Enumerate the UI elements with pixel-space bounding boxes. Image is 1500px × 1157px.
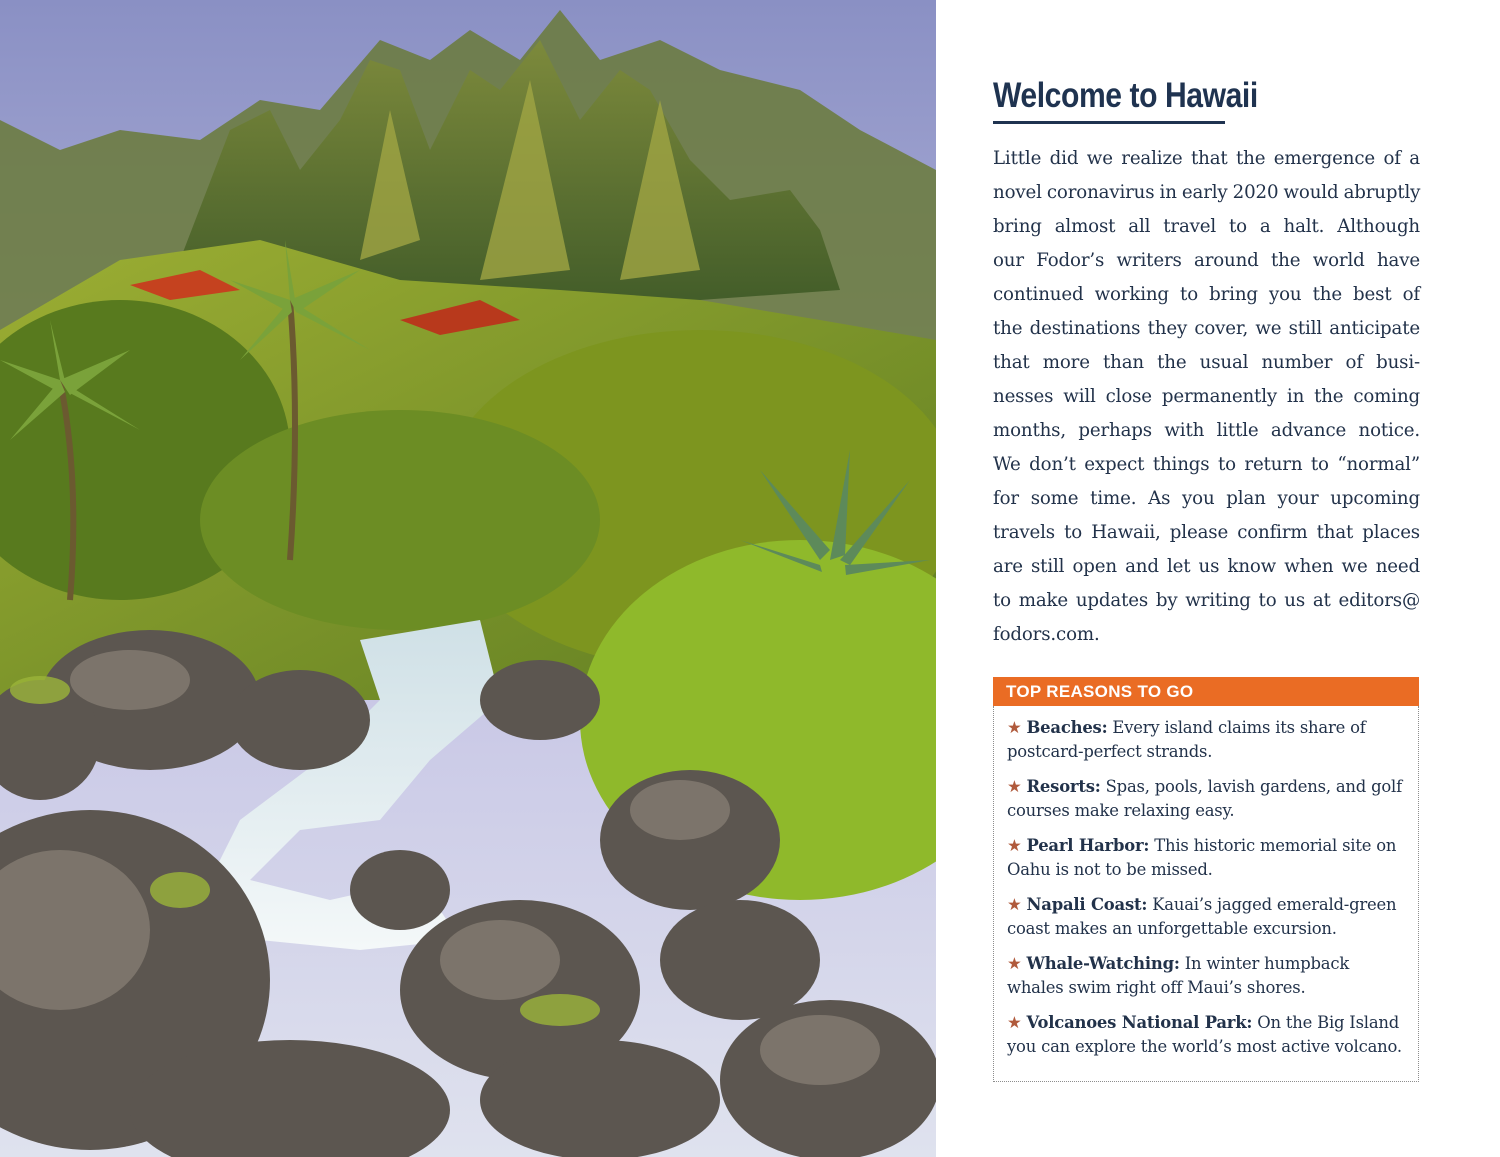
page-title: Welcome to Hawaii (993, 76, 1258, 115)
intro-line: bring almost all travel to a halt. Although (993, 216, 1420, 237)
reason-item (1007, 1011, 1406, 1059)
star-icon: ★ (1007, 777, 1022, 796)
intro-line: fodors.com. (993, 624, 1100, 645)
reason-name: Beaches: (1026, 718, 1108, 737)
intro-line: for some time. As you plan your upcoming (993, 488, 1420, 509)
intro-line: months, perhaps with little advance notice. (993, 420, 1420, 441)
article (993, 74, 1420, 652)
intro-line: continued working to bring you the best of (993, 284, 1420, 305)
intro-line: nesses will close permanently in the coming (993, 386, 1420, 407)
reason-name: Whale-Watching: (1026, 954, 1180, 973)
reason-text: Spas, pools, lavish gardens, and golf courses make relaxing easy. (1007, 777, 1402, 820)
title-underline (993, 121, 1225, 124)
star-icon: ★ (1007, 718, 1022, 737)
reason-item (1007, 716, 1406, 764)
star-icon: ★ (1007, 836, 1022, 855)
intro-line: Little did we realize that the emergence of a (993, 148, 1420, 169)
reason-name: Pearl Harbor: (1026, 836, 1150, 855)
star-icon: ★ (1007, 1013, 1022, 1032)
reason-item (1007, 834, 1406, 882)
top-reasons-box (993, 677, 1419, 1082)
reason-text: Kauai’s jagged emerald-green coast makes an unforgettable excursion. (1007, 895, 1397, 938)
top-reasons-list (993, 706, 1419, 1082)
top-reasons-header: TOP REASONS TO GO (993, 677, 1419, 706)
intro-line: to make updates by writing to us at editors@ (993, 590, 1420, 611)
star-icon: ★ (1007, 895, 1022, 914)
intro-line: that more than the usual number of busi- (993, 352, 1420, 373)
intro-line: our Fodor’s writers around the world have (993, 250, 1420, 271)
reason-name: Napali Coast: (1026, 895, 1148, 914)
intro-line: novel coronavirus in early 2020 would abruptly (993, 182, 1421, 203)
reason-name: Resorts: (1026, 777, 1101, 796)
reason-item (1007, 952, 1406, 1000)
intro-line: the destinations they cover, we still anticipate (993, 318, 1420, 339)
star-icon: ★ (1007, 954, 1022, 973)
intro-line: We don’t expect things to return to “normal” (993, 454, 1420, 475)
reason-text: Every island claims its share of postcard-perfect strands. (1007, 718, 1366, 761)
intro-line: are still open and let us know when we need (993, 556, 1420, 577)
reason-name: Volcanoes National Park: (1026, 1013, 1253, 1032)
reason-text: On the Big Island you can explore the world’s most active volcano. (1007, 1013, 1402, 1056)
reason-item (1007, 775, 1406, 823)
intro-line: travels to Hawaii, please confirm that places (993, 522, 1420, 543)
intro-paragraph (993, 142, 1420, 652)
reason-text: In winter humpback whales swim right off Maui’s shores. (1007, 954, 1350, 997)
reason-item (1007, 893, 1406, 941)
reason-text: This historic memorial site on Oahu is not to be missed. (1007, 836, 1397, 879)
